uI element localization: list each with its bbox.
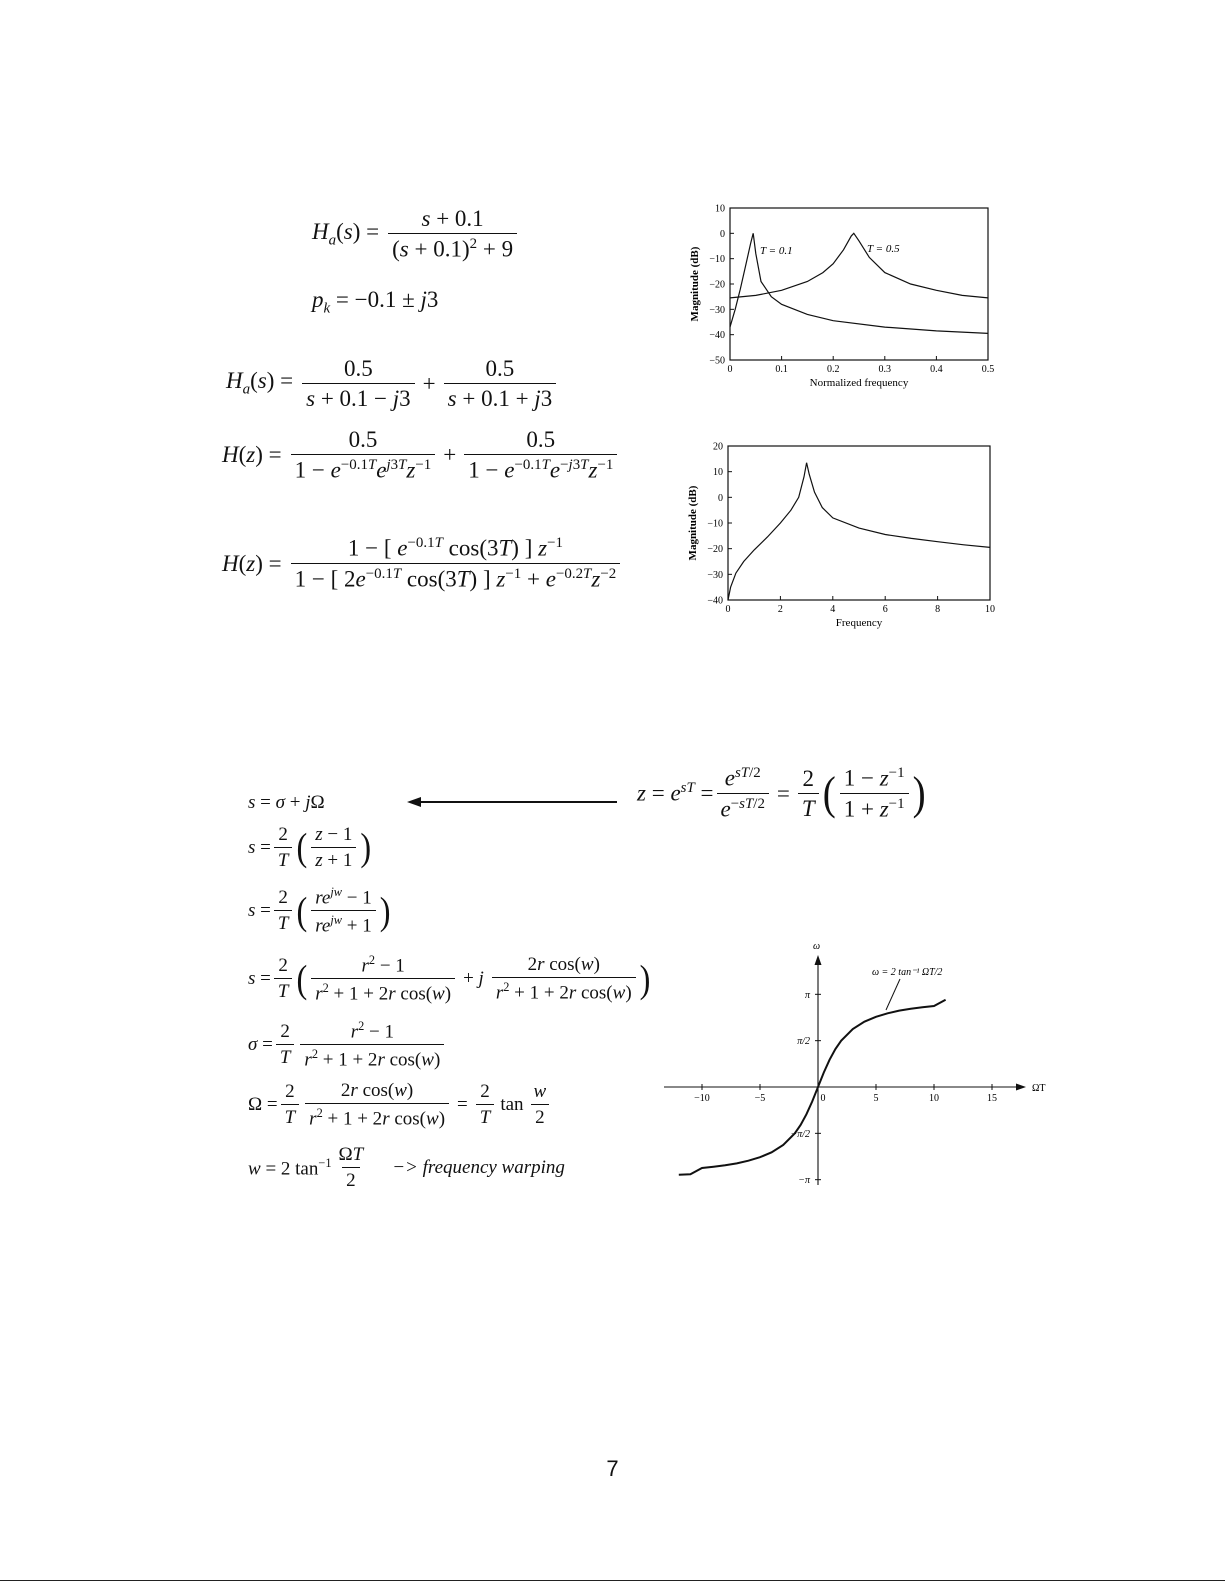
y-tick-label: −40 [707,595,723,607]
x-tick-label: 5 [873,1093,879,1104]
equation-s-expanded: s = $\frac{2}{T}$ ( $\frac{r^2 - 1}{r^2 + 1 + 2r \cos(w)}$ + j $\frac{\text{2r cos(w)}}{r^2 + 1 + 2r \cos(w)}$ ) [248,953,651,1005]
x-axis-label: Frequency [835,617,883,629]
equation-sigma: σ = $\frac{2}{T}$ $\frac{r^2 - 1}{r^2 + 1 + 2r \cos(w)}$ [248,1020,447,1070]
plot-frame [730,208,988,360]
x-tick-label: 4 [830,604,836,615]
x-tick-label: 6 [882,604,888,615]
x-tick-label: 0.5 [981,364,995,375]
y-tick-label: 0 [718,492,723,504]
x-tick-label: 0 [725,604,731,615]
y-tick-label: 0 [720,228,725,240]
chart-warping [660,935,1060,1195]
x-tick-label: −5 [754,1093,766,1104]
y-tick-label: 20 [713,441,723,453]
x-tick-label: 10 [985,604,995,615]
equation-s-rejw: s = $\frac{2}{T}$ ( $\frac{re^{jw} - 1}{re^{jw} + 1}$ ) [248,885,391,937]
equation-s-sigma: s = σ + jΩ [248,792,325,813]
y-axis-arrow-icon [815,955,822,965]
y-tick-label: −20 [709,279,725,291]
equation-s-bilinear: s = $\frac{2}{T}$ ( $\frac{z - 1}{z + 1}$ ) [248,824,372,871]
x-tick-label: 8 [935,604,941,615]
x-tick-label: 0 [820,1093,826,1104]
x-tick-label: 0.3 [878,364,892,375]
y-tick-label: −30 [707,569,723,581]
x-tick-label: 10 [929,1093,939,1104]
equation-warping: w = 2 $\tan^{-1}$ $\frac{\Omega T}{2}$ −> frequency warping [248,1144,565,1191]
equation-omega: Ω = $\frac{2}{T}$ $\frac{\text{2r cos(w)}}{r^2 + 1 + 2r \cos(w)}$ = $\frac{2}{T}$ tan $\frac{w}{2}$ [248,1081,553,1128]
chart-3-svg [660,935,1060,1195]
x-tick-label: 2 [777,604,783,615]
plot-frame [728,446,990,600]
y-axis-label: Magnitude (dB) [687,485,699,561]
y-tick-label: π [804,989,810,1001]
y-tick-label: −10 [707,518,723,530]
chart-frequency [670,436,1010,641]
y-tick-label: −π/2 [790,1128,810,1140]
x-tick-label: 0.4 [930,364,943,375]
y-tick-label: 10 [715,203,725,215]
annotation-label: T = 0.1 [760,245,793,257]
y-tick-label: −40 [709,330,725,342]
x-tick-label: 0.1 [775,364,788,375]
y-tick-label: −10 [709,254,725,266]
x-tick-label: 15 [987,1093,997,1104]
x-tick-label: −10 [694,1093,710,1104]
y-tick-label: −30 [709,304,725,316]
chart-normalized-frequency [670,198,1010,398]
page-number: 7 [606,1456,619,1481]
y-tick-label: −20 [707,544,723,556]
y-tick-label: 10 [713,467,723,479]
y-axis-label: Magnitude (dB) [689,246,701,322]
x-tick-label: 0 [727,364,733,375]
series-line-1 [728,463,990,600]
x-axis-label: ΩT [1032,1083,1046,1094]
x-axis-label: Normalized frequency [809,377,909,389]
y-tick-label: −π [798,1175,810,1187]
arrow-left-icon [405,792,625,812]
annotation-pointer [886,979,900,1010]
bottom-rule [0,1580,1225,1581]
y-axis-label: ω [813,941,821,952]
y-tick-label: −50 [709,355,725,367]
annotation-label: ω = 2 tan⁻¹ ΩT/2 [872,967,943,978]
equation-poles: $p_k = -0.1 \pm j3$ [312,287,439,317]
x-tick-label: 0.2 [826,364,840,375]
annotation-label: T = 0.5 [867,243,900,255]
equation-ha-s: $H_a(s)$ = $\frac{s + 0.1}{(s + 0.1)^2 + 9}$ [312,207,520,261]
chart-2-svg [670,436,1010,641]
series-line-2 [730,233,988,298]
equation-z-mapping: $z = e^{sT}$ = $\frac{e^{sT/2}}{e^{-sT/2}}$ = $\frac{2}{T}$ ( $\frac{1 - z^{-1}}{1 + z^{-1}}$ ) [637,765,926,822]
y-tick-label: π/2 [797,1036,810,1048]
equation-hz-combined: H(z) = $\frac{1 - [ e^{-0.1T} \cos(3T) ] z^{-1}}{1 - [ 2e^{-0.1T} \cos(3T) ] z^{-1} + e^{-0.2T}z^{-2}}$ [222,536,623,590]
chart-1-svg [670,198,1010,398]
x-axis-arrow-icon [1016,1084,1026,1091]
equation-partial-fraction: $H_a(s)$ = $\frac{0.5}{s + 0.1 - j3}$ + $\frac{0.5}{s + 0.1 + j3}$ [226,357,559,410]
equation-hz-sum: H(z) = $\frac{0.5}{1 - e^{-0.1T}e^{j3T}z^{-1}}$ + $\frac{0.5}{1 - e^{-0.1T}e^{-j3T}z^{-1}}$ [222,428,620,482]
